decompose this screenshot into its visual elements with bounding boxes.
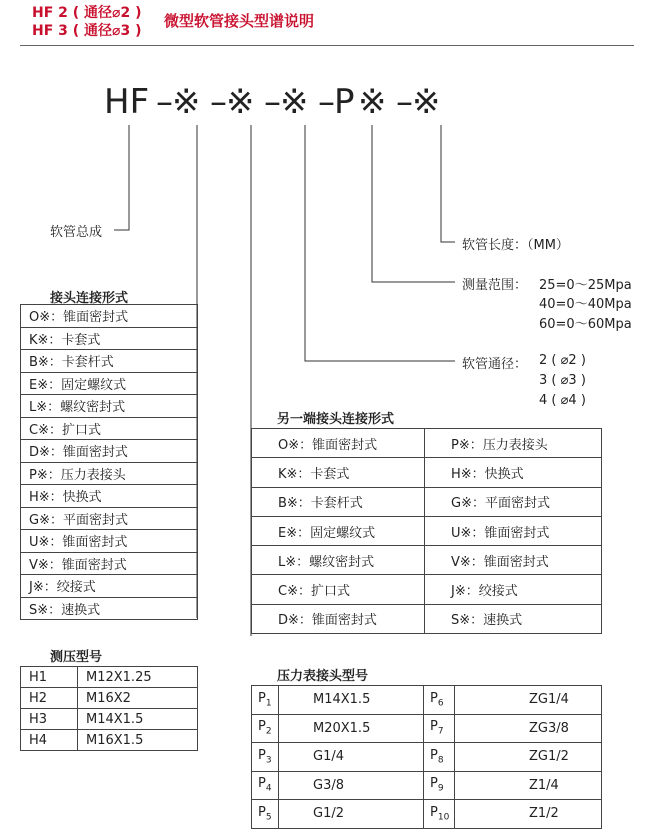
gauge-thread-cell: M20X1.5 [279, 714, 424, 743]
joint-type-cell: D※：锥面密封式 [21, 440, 198, 463]
test-model-thread: M14X1.5 [78, 709, 198, 730]
gauge-code-letter: P [430, 747, 438, 763]
test-models-title: 测压型号 [50, 650, 103, 665]
joint-type-cell: K※：卡套式 [21, 327, 198, 350]
gauge-thread-cell: ZG1/2 [455, 743, 602, 772]
table-row [21, 327, 198, 350]
gauge-code-letter: P [430, 776, 438, 792]
joint-type-cell: H※：快换式 [21, 485, 198, 508]
gauge-code-letter: P [430, 719, 438, 735]
gauge-code-number: 5 [265, 812, 272, 823]
other-end-cell: J※：绞接式 [425, 575, 602, 604]
table-row [21, 440, 198, 463]
other-end-table [251, 428, 602, 634]
range-value-60: 60=0～60Mpa [539, 317, 632, 332]
gauge-code-number: 3 [265, 755, 272, 766]
table-row [252, 800, 602, 829]
table-row [252, 487, 602, 516]
other-end-cell: D※：锥面密封式 [252, 604, 425, 633]
table-row [21, 462, 198, 485]
joint-types-table [20, 304, 198, 620]
gauge-thread-cell: Z1/2 [455, 800, 602, 829]
joint-type-cell: V※：锥面密封式 [21, 552, 198, 575]
joint-types-title: 接头连接形式 [50, 291, 129, 306]
joint-type-cell: U※：锥面密封式 [21, 530, 198, 553]
joint-type-cell: G※：平面密封式 [21, 507, 198, 530]
code-dash-3: – [264, 82, 281, 122]
other-end-cell: B※：卡套杆式 [252, 487, 425, 516]
table-row [21, 395, 198, 418]
other-end-cell: H※：快换式 [425, 458, 602, 487]
code-dash-2: – [210, 82, 227, 122]
gauge-code-cell [424, 743, 455, 772]
gauge-code-cell [424, 686, 455, 715]
table-row [21, 688, 198, 709]
bore-value-3: 3 ( ⌀3 ) [539, 373, 586, 388]
line-range [372, 125, 455, 282]
gauge-code-cell [424, 714, 455, 743]
code-hf: HF [104, 82, 150, 122]
other-end-cell: L※：螺纹密封式 [252, 546, 425, 575]
header-model-2: HF 3 ( 通径⌀3 ) [32, 23, 142, 39]
other-end-cell: P※：压力表接头 [425, 429, 602, 458]
code-range-slot: ※ [358, 82, 387, 122]
table-row [21, 597, 198, 620]
gauge-code-number: 2 [265, 727, 272, 738]
joint-type-cell: B※：卡套杆式 [21, 350, 198, 373]
label-bore: 软管通径： [462, 357, 528, 372]
gauge-thread-cell: G1/2 [279, 800, 424, 829]
table-row [252, 429, 602, 458]
gauge-code-cell [252, 686, 279, 715]
line-length [441, 125, 455, 242]
gauge-code-cell [252, 743, 279, 772]
table-row [21, 507, 198, 530]
other-end-cell: G※：平面密封式 [425, 487, 602, 516]
gauge-code-number: 10 [437, 812, 450, 823]
other-end-cell: E※：固定螺纹式 [252, 516, 425, 545]
gauge-code-letter: P [430, 804, 438, 820]
gauge-code-letter: P [430, 690, 438, 706]
range-value-40: 40=0～40Mpa [539, 297, 632, 312]
header-model-1: HF 2 ( 通径⌀2 ) [32, 5, 142, 21]
gauge-thread-cell: ZG1/4 [455, 686, 602, 715]
table-row [252, 575, 602, 604]
table-row [252, 546, 602, 575]
joint-type-cell: J※：绞接式 [21, 575, 198, 598]
table-row [21, 709, 198, 730]
bore-value-4: 4 ( ⌀4 ) [539, 393, 586, 408]
table-row [21, 485, 198, 508]
gauge-code-number: 8 [437, 755, 444, 766]
line-hose-assembly [114, 125, 129, 230]
table-row [252, 458, 602, 487]
gauge-code-number: 7 [437, 727, 444, 738]
test-model-thread: M16X1.5 [78, 730, 198, 751]
test-model-code: H2 [21, 688, 78, 709]
gauge-thread-cell: M14X1.5 [279, 686, 424, 715]
table-row [252, 714, 602, 743]
test-model-code: H4 [21, 730, 78, 751]
table-row [252, 516, 602, 545]
table-row [21, 372, 198, 395]
table-row [252, 686, 602, 715]
gauge-code-cell [424, 771, 455, 800]
line-bore [305, 125, 455, 361]
code-dash-4: – [318, 82, 335, 122]
table-row [21, 730, 198, 751]
joint-type-cell: P※：压力表接头 [21, 462, 198, 485]
table-row [252, 743, 602, 772]
test-model-thread: M12X1.25 [78, 667, 198, 688]
page-title: 微型软管接头型谱说明 [164, 12, 315, 30]
other-end-title: 另一端接头连接形式 [277, 412, 395, 427]
gauge-code-number: 1 [265, 698, 272, 709]
joint-type-cell: C※：扩口式 [21, 417, 198, 440]
table-row [21, 667, 198, 688]
gauge-thread-cell: G3/8 [279, 771, 424, 800]
other-end-cell: S※：速换式 [425, 604, 602, 633]
gauge-code-number: 6 [437, 698, 444, 709]
test-model-code: H1 [21, 667, 78, 688]
label-hose-length: 软管长度：（MM） [462, 238, 569, 253]
joint-type-cell: E※：固定螺纹式 [21, 372, 198, 395]
table-row [252, 604, 602, 633]
model-code [104, 82, 450, 122]
gauge-models-table [251, 685, 602, 829]
table-row [21, 305, 198, 328]
gauge-code-letter: P [258, 719, 266, 735]
gauge-code-cell [252, 771, 279, 800]
gauge-code-cell [252, 800, 279, 829]
table-row [252, 771, 602, 800]
label-hose-assembly: 软管总成 [50, 225, 103, 240]
other-end-cell: O※：锥面密封式 [252, 429, 425, 458]
gauge-thread-cell: Z1/4 [455, 771, 602, 800]
table-row [21, 417, 198, 440]
gauge-models-title: 压力表接头型号 [277, 669, 369, 684]
code-length-slot: ※ [412, 82, 441, 122]
table-row [21, 552, 198, 575]
code-joint-slot: ※ [172, 82, 201, 122]
bore-value-2: 2 ( ⌀2 ) [539, 353, 586, 368]
range-value-25: 25=0～25Mpa [539, 278, 632, 293]
table-row [21, 530, 198, 553]
other-end-cell: C※：扩口式 [252, 575, 425, 604]
gauge-thread-cell: G1/4 [279, 743, 424, 772]
code-dash-1: – [156, 82, 173, 122]
joint-type-cell: L※：螺纹密封式 [21, 395, 198, 418]
label-range: 测量范围： [462, 278, 528, 293]
other-end-cell: V※：锥面密封式 [425, 546, 602, 575]
gauge-thread-cell: ZG3/8 [455, 714, 602, 743]
gauge-code-number: 4 [265, 784, 272, 795]
gauge-code-number: 9 [437, 784, 444, 795]
test-model-thread: M16X2 [78, 688, 198, 709]
test-models-table [20, 666, 198, 751]
code-bore-slot: ※ [280, 82, 309, 122]
gauge-code-letter: P [258, 747, 266, 763]
gauge-code-letter: P [258, 690, 266, 706]
table-row [21, 575, 198, 598]
code-p: P [334, 82, 355, 122]
gauge-code-letter: P [258, 804, 266, 820]
gauge-code-cell [424, 800, 455, 829]
code-dash-5: – [396, 82, 413, 122]
joint-type-cell: O※：锥面密封式 [21, 305, 198, 328]
gauge-code-letter: P [258, 776, 266, 792]
code-other-end-slot: ※ [226, 82, 255, 122]
other-end-cell: U※：锥面密封式 [425, 516, 602, 545]
gauge-code-cell [252, 714, 279, 743]
other-end-cell: K※：卡套式 [252, 458, 425, 487]
table-row [21, 350, 198, 373]
joint-type-cell: S※：速换式 [21, 597, 198, 620]
test-model-code: H3 [21, 709, 78, 730]
